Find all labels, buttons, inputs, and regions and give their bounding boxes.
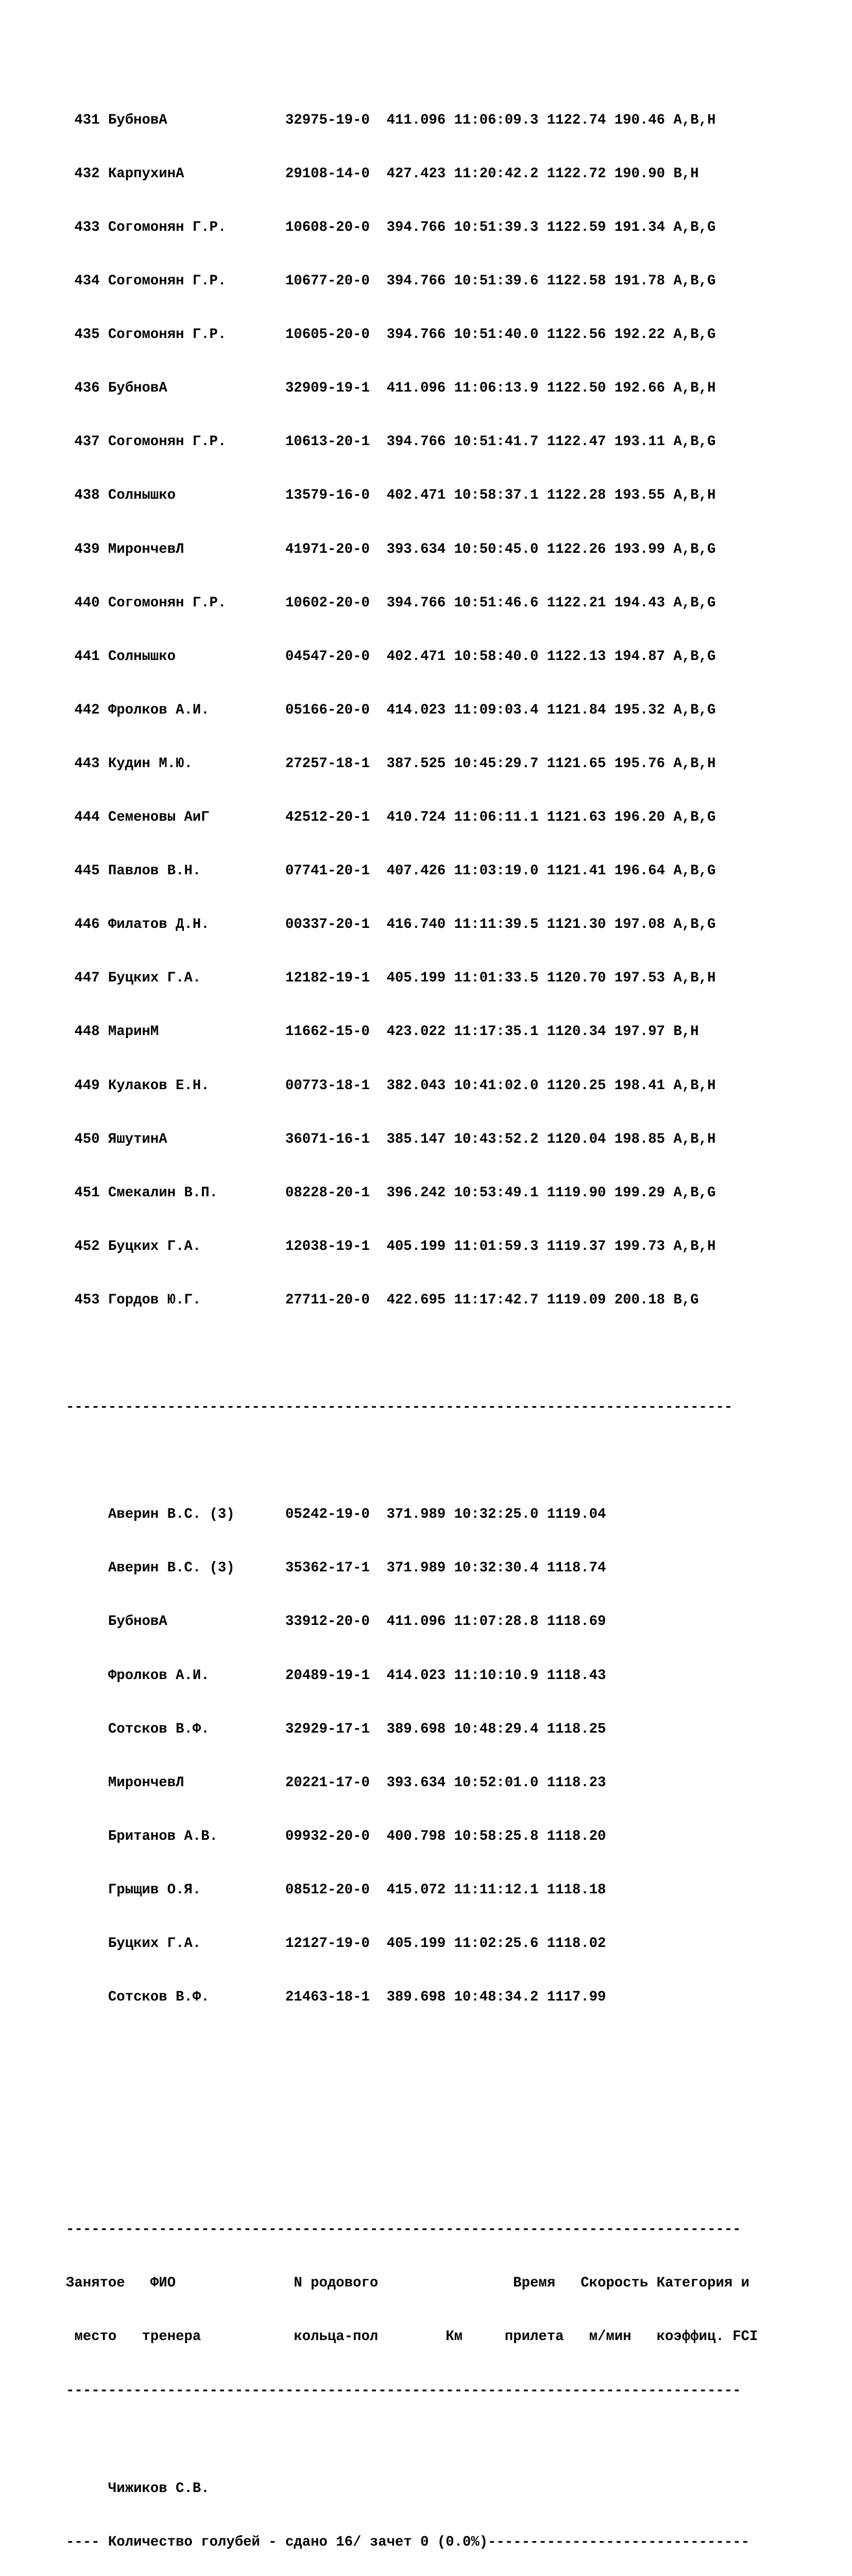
result-row: 441 Солнышко 04547-20-0 402.471 10:58:40.0 1122.13 194.87 A,B,G — [66, 648, 716, 665]
result-row: 448 МаринМ 11662-15-0 423.022 11:17:35.1 1120.34 197.97 B,H — [66, 1024, 699, 1040]
result-row: 434 Согомонян Г.Р. 10677-20-0 394.766 10:51:39.6 1122.58 191.78 A,B,G — [66, 273, 716, 290]
result-row: 439 МирончевЛ 41971-20-0 393.634 10:50:45.0 1122.26 193.99 A,B,G — [66, 541, 716, 557]
result-row: 442 Фролков А.И. 05166-20-0 414.023 11:09:03.4 1121.84 195.32 A,B,G — [66, 702, 716, 718]
divider: ------------------------------------------------------------------------------- — [66, 1399, 733, 1416]
spacer — [66, 2436, 758, 2445]
unplaced-results-block — [66, 1470, 758, 2042]
result-row: 443 Кудин М.Ю. 27257-18-1 387.525 10:45:29.7 1121.65 195.76 A,B,H — [66, 755, 716, 772]
result-row: 444 Семеновы АиГ 42512-20-1 410.724 11:06:11.1 1121.63 196.20 A,B,G — [66, 809, 716, 826]
divider: -------------------------------------------------------------------------------- — [66, 2382, 741, 2399]
result-row: 431 БубновА 32975-19-0 411.096 11:06:09.3 1122.74 190.46 A,B,H — [66, 112, 716, 128]
result-row: 438 Солнышко 13579-16-0 402.471 10:58:37.1 1122.28 193.55 A,B,H — [66, 487, 716, 504]
result-row: 432 КарпухинА 29108-14-0 427.423 11:20:42.2 1122.72 190.90 B,H — [66, 165, 699, 182]
result-row: 436 БубновА 32909-19-1 411.096 11:06:13.9 1122.50 192.66 A,B,H — [66, 380, 716, 397]
top-results-block — [66, 76, 758, 1345]
result-row: 437 Согомонян Г.Р. 10613-20-1 394.766 10:51:41.7 1122.47 193.11 A,B,G — [66, 434, 716, 450]
result-row: 451 Смекалин В.П. 08228-20-1 396.242 10:53:49.1 1119.90 199.29 A,B,G — [66, 1184, 716, 1201]
trainer-name: Чижиков С.В. — [66, 2481, 210, 2497]
result-row: 433 Согомонян Г.Р. 10608-20-0 394.766 10:51:39.3 1122.59 191.34 A,B,G — [66, 219, 716, 235]
spacer — [66, 2096, 758, 2114]
unplaced-row: Грыщив О.Я. 08512-20-0 415.072 11:11:12.1 1118.18 — [66, 1882, 606, 1898]
result-row: 446 Филатов Д.Н. 00337-20-1 416.740 11:11:39.5 1121.30 197.08 A,B,G — [66, 917, 716, 933]
table-header-row-2: место тренера кольца-пол Км прилета м/мин коэффиц. FCI — [66, 2329, 758, 2345]
result-row: 450 ЯшутинА 36071-16-1 385.147 10:43:52.2 1120.04 198.85 A,B,H — [66, 1131, 716, 1147]
results-document — [66, 40, 758, 2576]
result-row: 452 Буцких Г.А. 12038-19-1 405.199 11:01:59.3 1119.37 199.73 A,B,H — [66, 1238, 716, 1255]
result-row: 453 Гордов Ю.Г. 27711-20-0 422.695 11:17:42.7 1119.09 200.18 B,G — [66, 1292, 699, 1308]
unplaced-row: Сотсков В.Ф. 32929-17-1 389.698 10:48:29.4 1118.25 — [66, 1721, 606, 1737]
result-row: 435 Согомонян Г.Р. 10605-20-0 394.766 10:51:40.0 1122.56 192.22 A,B,G — [66, 327, 716, 343]
unplaced-row: МирончевЛ 20221-17-0 393.634 10:52:01.0 1118.23 — [66, 1774, 606, 1791]
unplaced-row: Сотсков В.Ф. 21463-18-1 389.698 10:48:34.2 1117.99 — [66, 1989, 606, 2006]
divider: -------------------------------------------------------------------------------- — [66, 2222, 741, 2238]
result-row: 445 Павлов В.Н. 07741-20-1 407.426 11:03:19.0 1121.41 196.64 A,B,G — [66, 863, 716, 879]
section-summary: ---- Количество голубей - сдано 16/ зачет 0 (0.0%)------------------------------- — [66, 2534, 749, 2551]
result-row: 449 Кулаков Е.Н. 00773-18-1 382.043 10:41:02.0 1120.25 198.41 A,B,H — [66, 1077, 716, 1094]
unplaced-row: Британов А.В. 09932-20-0 400.798 10:58:25.8 1118.20 — [66, 1828, 606, 1844]
result-row: 447 Буцких Г.А. 12182-19-1 405.199 11:01:33.5 1120.70 197.53 A,B,H — [66, 970, 716, 987]
result-row: 440 Согомонян Г.Р. 10602-20-0 394.766 10:51:46.6 1122.21 194.43 A,B,G — [66, 595, 716, 611]
table-header-row-1: Занятое ФИО N родового Время Скорость Категория и — [66, 2275, 749, 2292]
section-chizhikov — [66, 2185, 758, 2576]
unplaced-row: Аверин В.С. (3) 05242-19-0 371.989 10:32:25.0 1119.04 — [66, 1506, 606, 1523]
unplaced-row: Буцких Г.А. 12127-19-0 405.199 11:02:25.6 1118.02 — [66, 1936, 606, 1952]
unplaced-row: Фролков А.И. 20489-19-1 414.023 11:10:10.9 1118.43 — [66, 1667, 606, 1684]
unplaced-row: БубновА 33912-20-0 411.096 11:07:28.8 1118.69 — [66, 1614, 606, 1630]
unplaced-row: Аверин В.С. (3) 35362-17-1 371.989 10:32:30.4 1118.74 — [66, 1560, 606, 1577]
